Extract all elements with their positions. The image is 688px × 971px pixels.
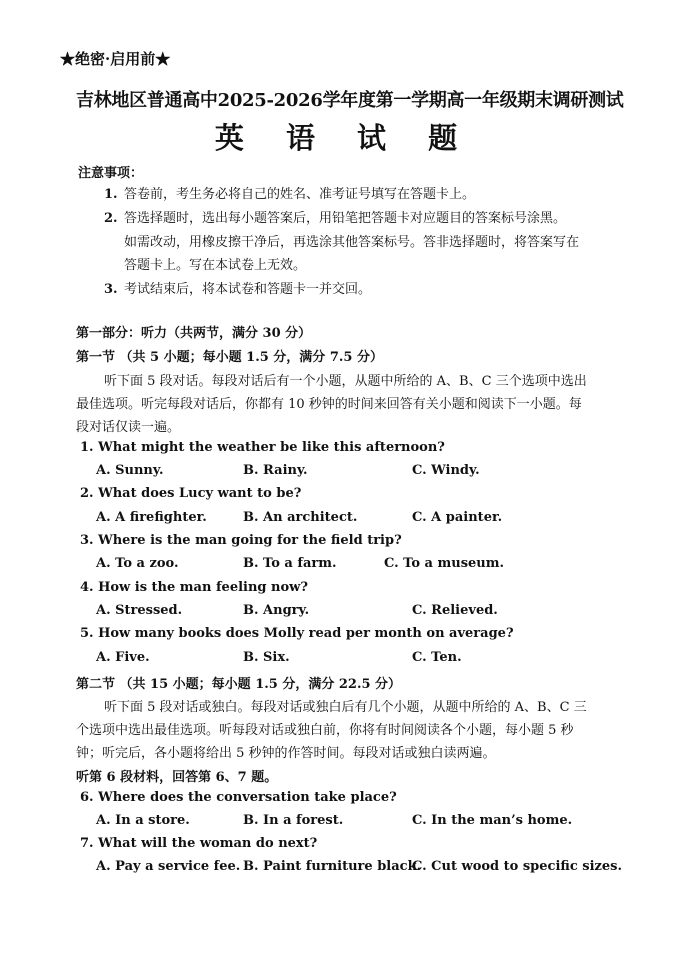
option-c: C. Windy. bbox=[412, 463, 480, 478]
option-b: B. Rainy. bbox=[243, 463, 308, 478]
section2-instruction-line-1: 听下面 5 段对话或独白。每段对话或独白后有几个小题，从题中所给的 A、B、C 三 bbox=[104, 700, 587, 715]
question-5: 5. How many books does Molly read per month on average? bbox=[80, 626, 514, 641]
option-c: C. A painter. bbox=[412, 510, 503, 525]
notice-item-2-line-2: 如需改动，用橡皮擦干净后，再选涂其他答案标号。答非选择题时，将答案写在 bbox=[124, 235, 580, 250]
notice-item-number: 1. bbox=[104, 187, 118, 202]
question-3: 3. Where is the man going for the field trip? bbox=[80, 533, 402, 548]
notice-item-text: 答卷前，考生务必将自己的姓名、准考证号填写在答题卡上。 bbox=[124, 187, 476, 202]
notice-item-2 bbox=[104, 207, 566, 226]
notice-item-3 bbox=[104, 278, 371, 297]
section1-instruction-line-3: 段对话仅读一遍。 bbox=[76, 420, 181, 435]
question-7: 7. What will the woman do next? bbox=[80, 836, 318, 851]
exam-header: 吉林地区普通高中2025-2026学年度第一学期高一年级期末调研测试 bbox=[76, 90, 624, 111]
option-a: A. In a store. bbox=[96, 813, 190, 828]
option-c: C. To a museum. bbox=[384, 556, 505, 571]
option-b: B. Paint furniture black. bbox=[243, 859, 422, 874]
section1-instruction-line-1: 听下面 5 段对话。每段对话后有一个小题，从题中所给的 A、B、C 三个选项中选出 bbox=[104, 374, 587, 389]
confidential-mark: ★绝密·启用前★ bbox=[60, 50, 171, 68]
section2-instruction-line-3: 钟；听完后，各小题将给出 5 秒钟的作答时间。每段对话或独白读两遍。 bbox=[76, 746, 496, 761]
notice-item-text: 答选择题时，选出每小题答案后，用铅笔把答题卡对应题目的答案标号涂黑。 bbox=[124, 211, 567, 226]
option-a: A. To a zoo. bbox=[96, 556, 179, 571]
option-c: C. In the man’s home. bbox=[412, 813, 573, 828]
section2-title: 第二节 （共 15 小题；每小题 1.5 分，满分 22.5 分） bbox=[76, 677, 402, 692]
section1-title: 第一节 （共 5 小题；每小题 1.5 分，满分 7.5 分） bbox=[76, 350, 383, 365]
notice-title: 注意事项： bbox=[78, 166, 144, 181]
option-a: A. Five. bbox=[96, 650, 150, 665]
section2-instruction-line-2: 个选项中选出最佳选项。听每段对话或独白前，你将有时间阅读各个小题，每小题 5 秒 bbox=[76, 723, 574, 738]
notice-item-number: 2. bbox=[104, 211, 118, 226]
option-c: C. Cut wood to specific sizes. bbox=[412, 859, 623, 874]
option-b: B. Angry. bbox=[243, 603, 310, 618]
question-2: 2. What does Lucy want to be? bbox=[80, 486, 302, 501]
option-b: B. In a forest. bbox=[243, 813, 344, 828]
option-a: A. Sunny. bbox=[96, 463, 164, 478]
material-6-instruction: 听第 6 段材料，回答第 6、7 题。 bbox=[76, 770, 278, 785]
option-b: B. Six. bbox=[243, 650, 290, 665]
subject-title: 英 语 试 题 bbox=[214, 121, 474, 155]
section1-instruction-line-2: 最佳选项。听完每段对话后，你都有 10 秒钟的时间来回答有关小题和阅读下一小题。每 bbox=[76, 397, 582, 412]
option-a: A. A firefighter. bbox=[96, 510, 207, 525]
option-c: C. Ten. bbox=[412, 650, 462, 665]
question-4: 4. How is the man feeling now? bbox=[80, 580, 308, 595]
part1-title: 第一部分：听力（共两节，满分 30 分） bbox=[76, 326, 312, 341]
option-a: A. Pay a service fee. bbox=[96, 859, 241, 874]
option-a: A. Stressed. bbox=[96, 603, 183, 618]
notice-item-text: 考试结束后，将本试卷和答题卡一并交回。 bbox=[124, 282, 372, 297]
notice-item-number: 3. bbox=[104, 282, 118, 297]
notice-item-1 bbox=[104, 183, 475, 202]
notice-item-2-line-3: 答题卡上。写在本试卷上无效。 bbox=[124, 258, 307, 273]
question-1: 1. What might the weather be like this afternoon? bbox=[80, 440, 445, 455]
option-b: B. An architect. bbox=[243, 510, 358, 525]
option-b: B. To a farm. bbox=[243, 556, 337, 571]
option-c: C. Relieved. bbox=[412, 603, 498, 618]
question-6: 6. Where does the conversation take place? bbox=[80, 790, 397, 805]
